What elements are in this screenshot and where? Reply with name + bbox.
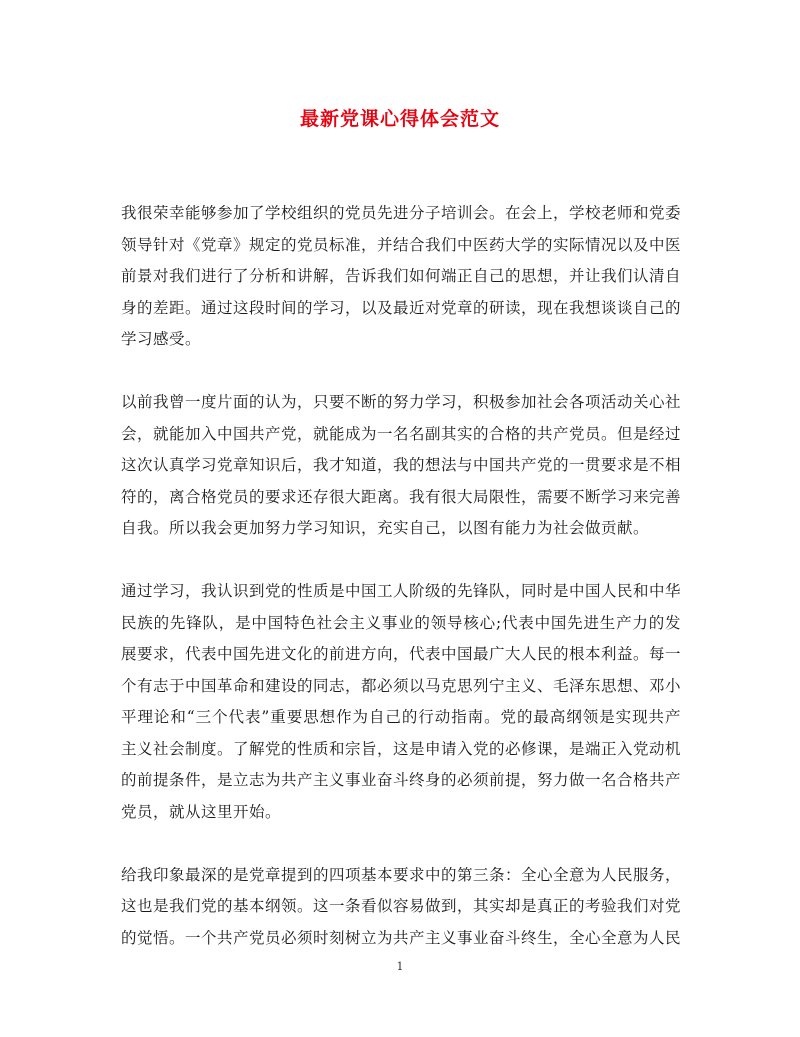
page-number: 1 <box>396 960 404 973</box>
document-body <box>121 198 681 954</box>
paragraph-2: 以前我曾一度片面的认为，只要不断的努力学习，积极参加社会各项活动关心社会，就能加入中国共产党，就能成为一名名副其实的合格的共产党员。但是经过这次认真学习党章知识后，我才知道，我的想法与中国共产党的一贯要求是不相符的，离合格党员的要求还存很大距离。我有很大局限性，需要不断学习来完善自我。所以我会更加努力学习知识，充实自己，以图有能力为社会做贡献。 <box>121 393 682 537</box>
paragraph-3: 通过学习，我认识到党的性质是中国工人阶级的先锋队，同时是中国人民和中华民族的先锋队，是中国特色社会主义事业的领导核心;代表中国先进生产力的发展要求，代表中国先进文化的前进方向，代表中国最广大人民的根本利益。每一个有志于中国革命和建设的同志，都必须以马克思列宁主义、毛泽东思想、邓小平理论和“三个代表”重要思想作为自己的行动指南。党的最高纲领是实现共产主义社会制度。了解党的性质和宗旨，这是申请入党的必修课，是端正入党动机的前提条件，是立志为共产主义事业奋斗终身的必须前提，努力做一名合格共产党员，就从这里开始。 <box>121 582 682 821</box>
paragraph-4: 给我印象最深的是党章提到的四项基本要求中的第三条：全心全意为人民服务，这也是我们党的基本纲领。这一条看似容易做到，其实却是真正的考验我们对党的觉悟。一个共产党员必须时刻树立为共产主义事业奋斗终生，全心全意为人民 <box>121 865 682 947</box>
paragraph-1: 我很荣幸能够参加了学校组织的党员先进分子培训会。在会上，学校老师和党委领导针对《党章》规定的党员标准，并结合我们中医药大学的实际情况以及中医前景对我们进行了分析和讲解，告诉我们如何端正自己的思想，并让我们认清自身的差距。通过这段时间的学习，以及最近对党章的研读，现在我想谈谈自己的学习感受。 <box>121 204 682 348</box>
document-title: 最新党课心得体会范文 <box>299 108 500 130</box>
